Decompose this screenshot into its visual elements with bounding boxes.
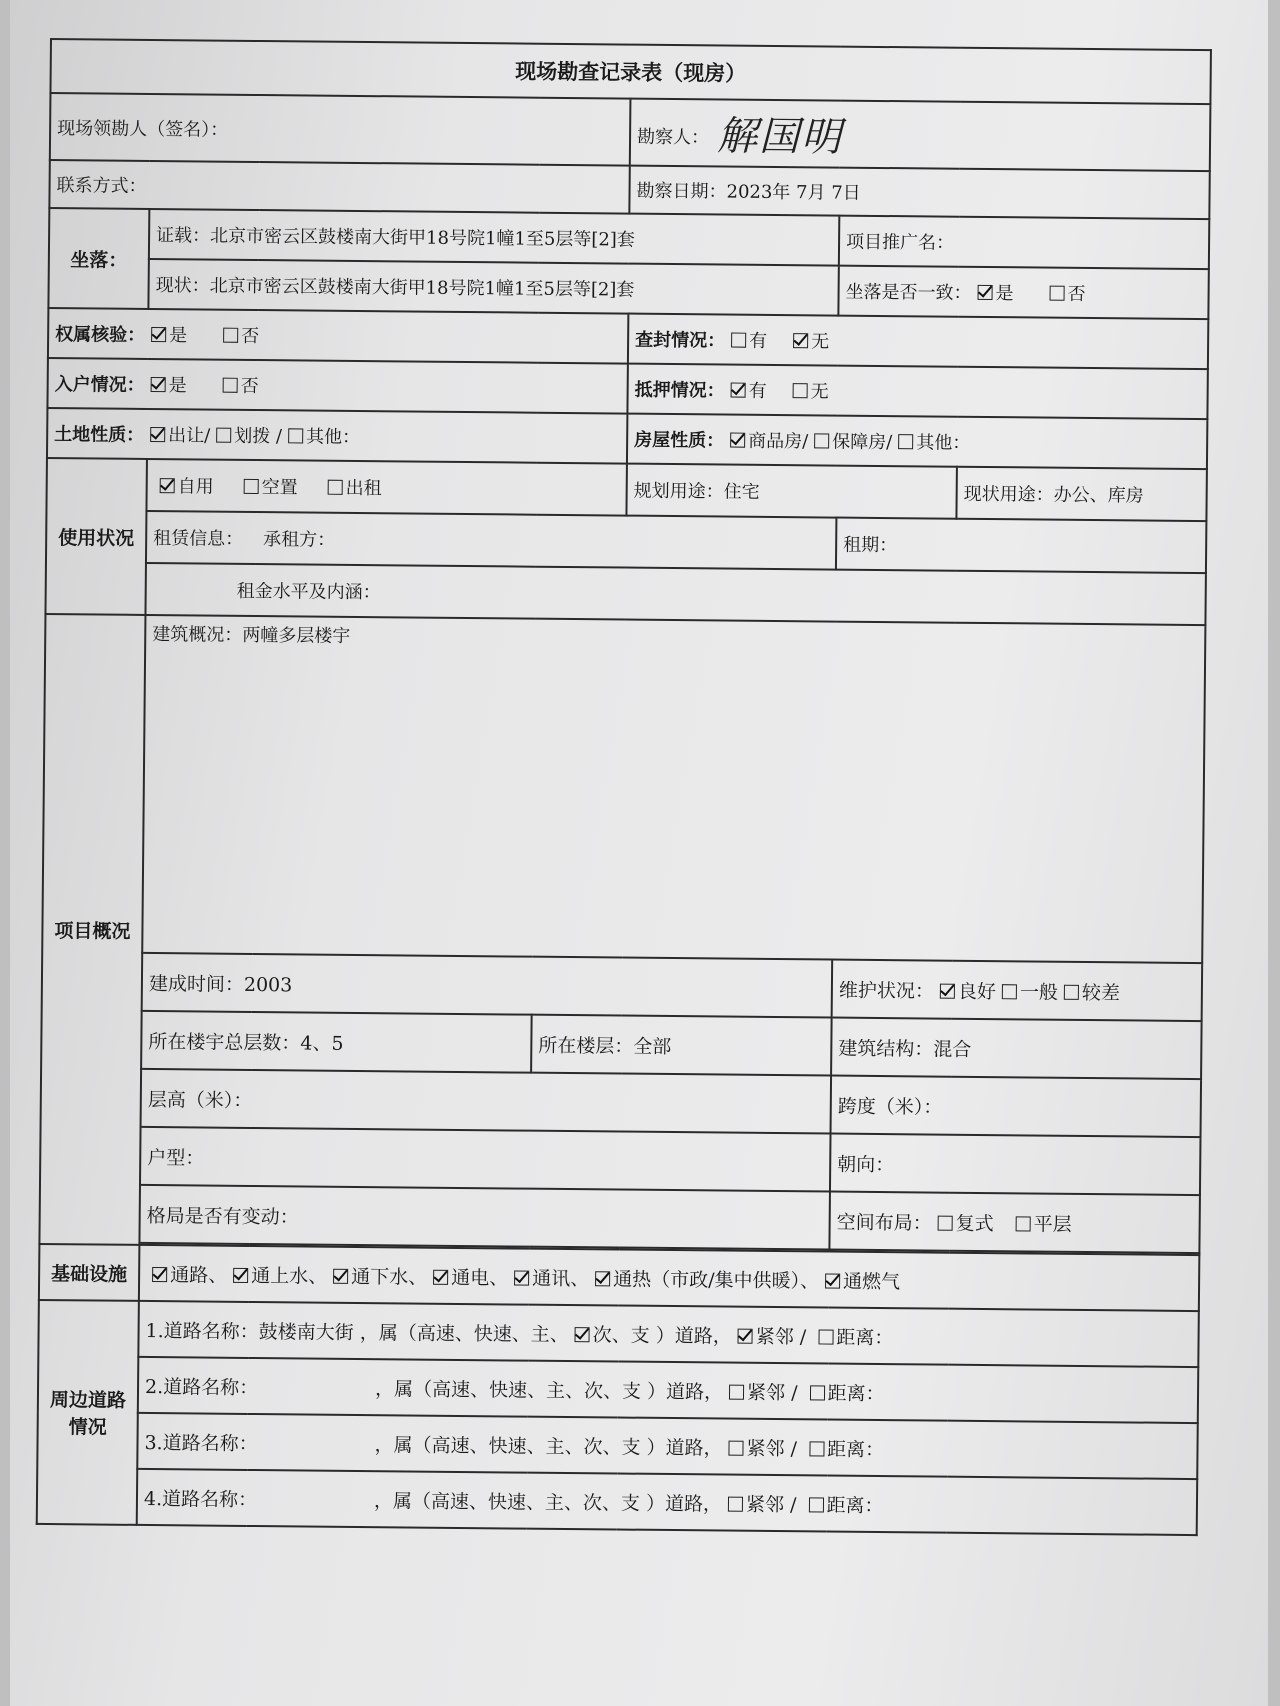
checkbox[interactable] <box>818 1329 833 1344</box>
checkbox-checked[interactable] <box>978 285 993 300</box>
checkbox[interactable] <box>1016 1216 1031 1231</box>
infra-label: 基础设施 <box>39 1244 140 1301</box>
opt-distance: 距离： <box>836 1326 894 1349</box>
checkbox-checked[interactable] <box>825 1273 840 1288</box>
inspector-label: 勘察人： <box>636 126 710 149</box>
infra-items <box>139 1245 1199 1311</box>
road-4-type: ，属（高速、快速、主、次、支 ）道路， <box>373 1489 723 1516</box>
checkbox[interactable] <box>728 1440 743 1455</box>
total-floors: 所在楼宇总层数：4、5 <box>141 1011 532 1073</box>
infra-gas: 通燃气 <box>842 1270 901 1293</box>
opt-yes: 是 <box>995 283 1014 305</box>
separator: / <box>784 1437 804 1460</box>
opt-flat: 平层 <box>1033 1212 1072 1236</box>
inspector-signature: 解国明 <box>716 113 844 161</box>
opt-adjacent: 紧邻 <box>745 1493 785 1516</box>
checkbox[interactable] <box>223 328 238 343</box>
opt-affordable: 保障房/ <box>832 431 893 454</box>
built-year: 建成时间：2003 <box>142 953 833 1018</box>
infra-telecom: 通讯、 <box>532 1267 590 1290</box>
checkbox[interactable] <box>223 378 238 393</box>
opt-none: 无 <box>810 381 829 403</box>
roads-label: 周边道路情况 <box>37 1300 139 1525</box>
opt-no: 否 <box>1067 283 1086 305</box>
infra-road: 通路、 <box>170 1263 228 1287</box>
opt-adjacent: 紧邻 <box>746 1381 786 1404</box>
unit-type[interactable]: 户型： <box>140 1127 831 1192</box>
checkbox-checked[interactable] <box>514 1270 529 1285</box>
infra-heating: 通热（市政/集中供暖）、 <box>613 1267 820 1292</box>
seal-status <box>628 314 1208 370</box>
location-cert: 证载：北京市密云区鼓楼南大街甲18号院1幢1至5层等[2]套 <box>149 209 839 266</box>
road-3 <box>137 1413 1197 1479</box>
opt-commercial: 商品房/ <box>748 430 809 453</box>
usage-options <box>146 459 626 516</box>
lease-label: 租赁信息： <box>153 528 244 550</box>
opt-duplex: 复式 <box>955 1212 994 1235</box>
location-consistent <box>838 266 1208 320</box>
checkbox[interactable] <box>1064 984 1079 999</box>
opt-none: 无 <box>811 331 830 353</box>
checkbox-checked[interactable] <box>150 427 165 442</box>
lease-term[interactable]: 租期： <box>836 518 1206 574</box>
project-name-field[interactable]: 项目推广名： <box>839 216 1209 270</box>
form-table <box>36 38 1212 1536</box>
opt-transfer: 出让/ <box>168 425 211 447</box>
opt-have: 有 <box>748 380 767 402</box>
checkbox[interactable] <box>728 1496 743 1511</box>
building-overview: 建筑概况：两幢多层楼宇 <box>142 615 1205 963</box>
lease-info <box>146 511 836 570</box>
opt-rented: 出租 <box>345 477 382 500</box>
maintenance-status <box>832 960 1203 1022</box>
road-2 <box>138 1357 1198 1423</box>
opt-poor: 较差 <box>1081 981 1121 1004</box>
opt-yes: 是 <box>169 325 188 347</box>
checkbox-checked[interactable] <box>233 1267 248 1282</box>
checkbox[interactable] <box>731 333 746 348</box>
opt-vacant: 空置 <box>261 477 298 499</box>
opt-no: 否 <box>240 375 259 398</box>
mortgage-label: 抵押情况： <box>634 379 725 402</box>
entry-status <box>47 358 627 414</box>
project-label: 项目概况 <box>39 614 145 1245</box>
checkbox[interactable] <box>938 1215 953 1230</box>
road-2-label: 2.道路名称： <box>144 1375 259 1399</box>
infra-power: 通电、 <box>451 1266 509 1289</box>
checkbox[interactable] <box>729 1384 744 1399</box>
checkbox-checked[interactable] <box>793 333 808 348</box>
maint-label: 维护状况： <box>838 979 935 1003</box>
checkbox[interactable] <box>1002 984 1017 999</box>
infra-drainage: 通下水、 <box>351 1265 428 1289</box>
inspector-field[interactable] <box>630 99 1211 172</box>
road-1-type: 次、支 ）道路， <box>592 1323 732 1348</box>
checkbox-checked[interactable] <box>433 1269 448 1284</box>
checkbox-checked[interactable] <box>595 1271 610 1286</box>
house-label: 房屋性质： <box>634 429 725 452</box>
checkbox[interactable] <box>810 1385 825 1400</box>
checkbox-checked[interactable] <box>738 1328 753 1343</box>
rent-level[interactable]: 租金水平及内涵： <box>145 563 1205 625</box>
checkbox[interactable] <box>808 1497 823 1512</box>
mortgage-status <box>627 364 1207 420</box>
opt-distance: 距离： <box>826 1494 884 1517</box>
road-1 <box>138 1301 1198 1367</box>
opt-other: 其他： <box>305 426 361 448</box>
structure: 建筑结构：混合 <box>831 1018 1202 1080</box>
checkbox[interactable] <box>328 480 343 495</box>
separator: / <box>784 1381 804 1404</box>
location-actual: 现状：北京市密云区鼓楼南大街甲18号院1幢1至5层等[2]套 <box>148 259 838 316</box>
current-use: 现状用途：办公、库房 <box>956 467 1206 521</box>
opt-adjacent: 紧邻 <box>746 1437 785 1460</box>
road-2-type: ，属（高速、快速、主、次、支 ）道路， <box>374 1377 724 1404</box>
checkbox-checked[interactable] <box>333 1268 348 1283</box>
record-form <box>35 38 1210 1649</box>
infra-water-supply: 通上水、 <box>251 1264 328 1288</box>
separator: / <box>793 1325 813 1348</box>
opt-no: 否 <box>241 325 260 348</box>
lead-signature-field[interactable]: 现场领勘人（签名）： <box>50 93 631 166</box>
road-4-label: 4.道路名称： <box>143 1487 258 1511</box>
ownership-label: 权属核验： <box>55 324 146 346</box>
opt-yes: 是 <box>168 375 187 397</box>
entry-label: 入户情况： <box>54 374 145 396</box>
checkbox-checked[interactable] <box>940 983 955 998</box>
road-3-label: 3.道路名称： <box>144 1431 258 1455</box>
floor-height[interactable]: 层高（米）： <box>141 1069 832 1134</box>
checkbox[interactable] <box>793 383 808 398</box>
checkbox-checked[interactable] <box>731 383 746 398</box>
seal-label: 查封情况： <box>635 329 726 352</box>
checkbox[interactable] <box>898 434 913 449</box>
paper <box>10 0 1268 1706</box>
layout-change[interactable]: 格局是否有变动： <box>139 1185 830 1250</box>
planned-use: 规划用途：住宅 <box>626 464 956 519</box>
checkbox[interactable] <box>288 428 303 443</box>
space-label: 空间布局： <box>836 1211 932 1235</box>
checkbox-checked[interactable] <box>151 377 166 392</box>
road-1-text: 1.道路名称：鼓楼南大街 ，属（高速、快速、主、 <box>145 1319 569 1346</box>
ownership-check <box>48 308 628 364</box>
checkbox-checked[interactable] <box>575 1327 590 1342</box>
road-3-type: ，属（高速、快速、主、次、支 ）道路， <box>374 1433 723 1460</box>
opt-self-use: 自用 <box>177 476 214 498</box>
separator: / <box>783 1493 803 1516</box>
opt-other: 其他： <box>916 432 971 454</box>
checkbox-checked[interactable] <box>151 327 166 342</box>
usage-label: 使用状况 <box>45 458 146 615</box>
checkbox[interactable] <box>814 433 829 448</box>
space-layout <box>829 1192 1200 1254</box>
opt-adjacent: 紧邻 <box>755 1325 794 1348</box>
checkbox-checked[interactable] <box>160 478 175 493</box>
checkbox-checked[interactable] <box>730 433 745 448</box>
house-nature <box>627 414 1207 470</box>
opt-normal: 一般 <box>1019 980 1059 1004</box>
opt-distance: 距离： <box>827 1382 885 1405</box>
orientation[interactable]: 朝向： <box>830 1134 1201 1196</box>
form-title: 现场勘查记录表（现房） <box>50 39 1210 104</box>
span[interactable]: 跨度（米）： <box>831 1076 1202 1138</box>
opt-allocate: 划拨 / <box>234 425 283 448</box>
floor: 所在楼层：全部 <box>531 1015 832 1076</box>
inspection-date: 勘察日期：2023年 7月 7日 <box>629 166 1209 220</box>
checkbox[interactable] <box>1050 286 1065 301</box>
opt-distance: 距离： <box>826 1438 885 1461</box>
contact-field[interactable]: 联系方式： <box>49 160 629 214</box>
location-label: 坐落： <box>48 208 149 309</box>
lessee-label: 承租方： <box>263 529 336 551</box>
consistent-label: 坐落是否一致： <box>845 281 972 304</box>
checkbox[interactable] <box>809 1441 824 1456</box>
opt-have: 有 <box>749 330 768 352</box>
land-label: 土地性质： <box>54 424 145 446</box>
land-nature <box>47 408 627 464</box>
road-4 <box>137 1469 1197 1535</box>
checkbox[interactable] <box>216 428 231 443</box>
checkbox-checked[interactable] <box>152 1267 167 1282</box>
checkbox[interactable] <box>244 479 259 494</box>
opt-good: 良好 <box>957 980 997 1003</box>
